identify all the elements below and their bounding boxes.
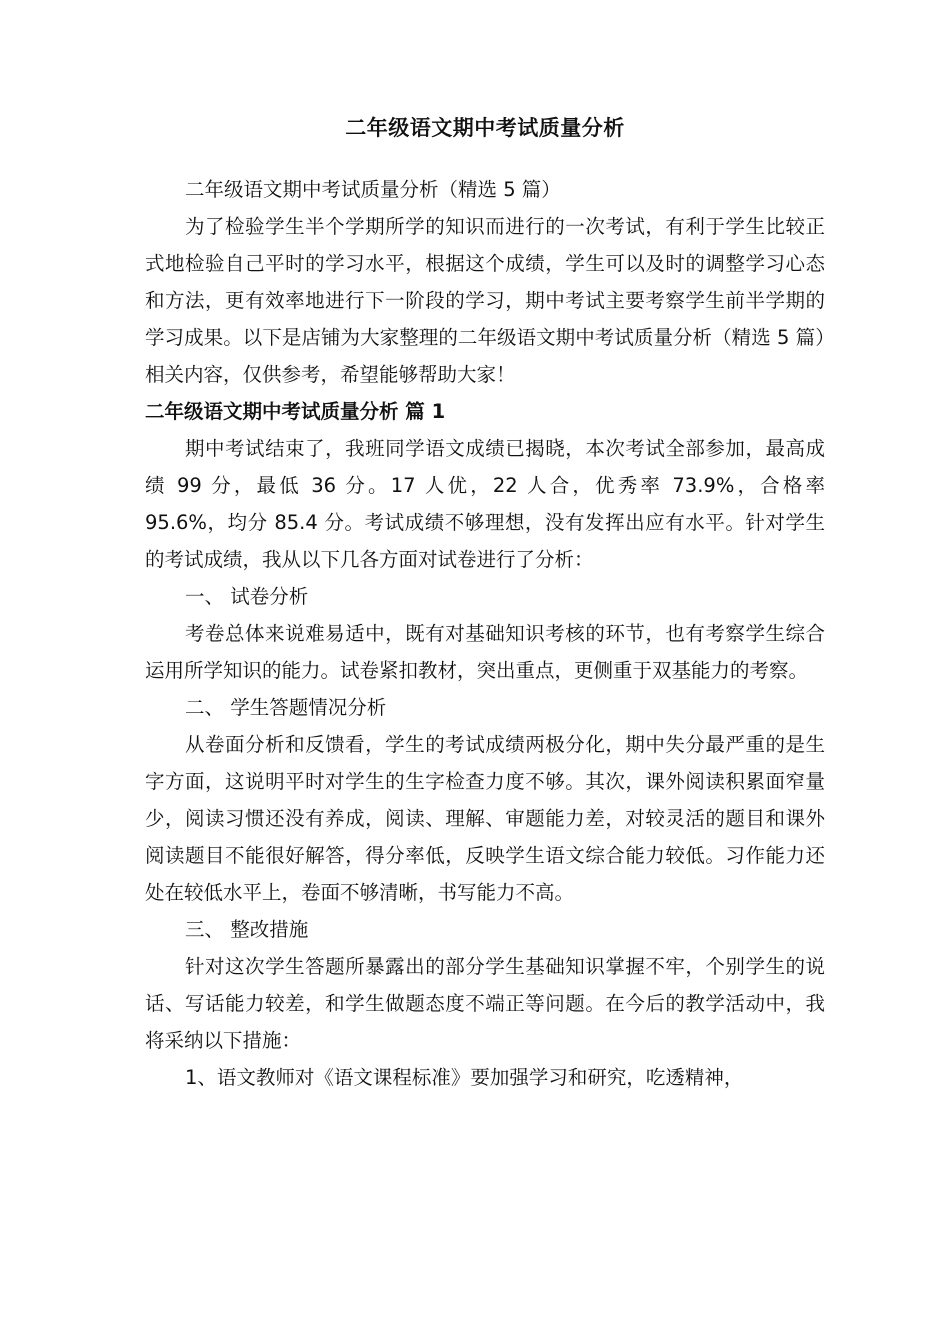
results-paragraph: 期中考试结束了，我班同学语文成绩已揭晓，本次考试全部参加，最高成绩 99 分，最低 36 分。17 人优，22 人合，优秀率 73.9%，合格率 95.6%，均分 85.4 分。考试成绩不够理想，没有发挥出应有水平。针对学生的考试成绩，我从以下几各方面对试卷进行了分析：: [145, 437, 825, 571]
measure-item-1: 1、语文教师对《语文课程标准》要加强学习和研究，吃透精神，: [185, 1066, 744, 1089]
subheading-measures: 三、 整改措施: [185, 918, 309, 941]
answer-analysis-paragraph: 从卷面分析和反馈看，学生的考试成绩两极分化，期中失分最严重的是生字方面，这说明平时对学生的生字检查力度不够。其次，课外阅读积累面窄量少，阅读习惯还没有养成，阅读、理解、审题能力差，对较灵活的题目和课外阅读题目不能很好解答，得分率低，反映学生语文综合能力较低。习作能力还处在较低水平上，卷面不够清晰，书写能力不高。: [145, 733, 825, 904]
exam-analysis-paragraph: 考卷总体来说难易适中，既有对基础知识考核的环节，也有考察学生综合运用所学知识的能力。试卷紧扣教材，突出重点，更侧重于双基能力的考察。: [145, 622, 825, 682]
document-page: [145, 112, 825, 1096]
subheading-exam-analysis: 一、 试卷分析: [185, 585, 309, 608]
subheading-answer-analysis: 二、 学生答题情况分析: [185, 696, 387, 719]
document-subtitle: 二年级语文期中考试质量分析（精选 5 篇）: [185, 178, 561, 201]
intro-paragraph: 为了检验学生半个学期所学的知识而进行的一次考试，有利于学生比较正式地检验自己平时的学习水平，根据这个成绩，学生可以及时的调整学习心态和方法，更有效率地进行下一阶段的学习，期中考试主要考察学生前半学期的学习成果。以下是店铺为大家整理的二年级语文期中考试质量分析（精选 5 篇）相关内容，仅供参考，希望能够帮助大家！: [145, 215, 825, 386]
document-title: 二年级语文期中考试质量分析: [345, 116, 625, 140]
section-heading: 二年级语文期中考试质量分析 篇 1: [145, 400, 446, 423]
measures-paragraph: 针对这次学生答题所暴露出的部分学生基础知识掌握不牢，个别学生的说话、写话能力较差，和学生做题态度不端正等问题。在今后的教学活动中，我将采纳以下措施：: [145, 955, 825, 1052]
